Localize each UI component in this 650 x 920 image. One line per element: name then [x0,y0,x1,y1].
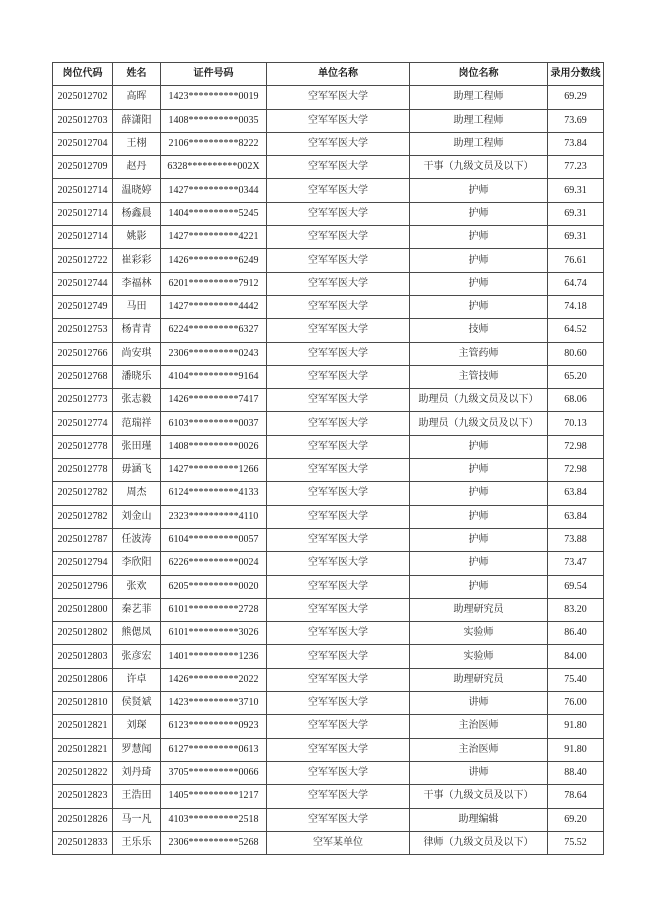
cell-id-number: 1401**********1236 [161,645,267,668]
cell-name: 杨鑫晨 [113,202,161,225]
table-row [53,528,604,551]
cell-position-code: 2025012709 [53,156,113,179]
cell-unit-name: 空军军医大学 [267,738,410,761]
cell-id-number: 1426**********7417 [161,389,267,412]
cell-position-code: 2025012826 [53,808,113,831]
cell-position-code: 2025012753 [53,319,113,342]
cell-position-title: 实验师 [410,622,548,645]
cell-position-title: 律师（九级文员及以下） [410,831,548,854]
table-row [53,552,604,575]
cell-unit-name: 空军军医大学 [267,785,410,808]
cell-position-title: 讲师 [410,692,548,715]
cell-position-title: 助理编辑 [410,808,548,831]
table-row [53,132,604,155]
table-row [53,319,604,342]
cell-id-number: 1427**********4221 [161,226,267,249]
table-row [53,272,604,295]
cell-score-line: 69.29 [548,86,604,109]
cell-position-code: 2025012782 [53,505,113,528]
cell-position-title: 主管药师 [410,342,548,365]
table-row [53,342,604,365]
cell-unit-name: 空军军医大学 [267,412,410,435]
cell-name: 范瑞祥 [113,412,161,435]
cell-score-line: 84.00 [548,645,604,668]
cell-name: 秦艺菲 [113,598,161,621]
cell-position-title: 护师 [410,482,548,505]
cell-unit-name: 空军军医大学 [267,761,410,784]
cell-score-line: 86.40 [548,622,604,645]
cell-id-number: 1404**********5245 [161,202,267,225]
cell-position-title: 助理员（九级文员及以下） [410,389,548,412]
cell-position-title: 护师 [410,459,548,482]
cell-id-number: 4103**********2518 [161,808,267,831]
cell-id-number: 1405**********1217 [161,785,267,808]
cell-score-line: 83.20 [548,598,604,621]
cell-score-line: 73.88 [548,528,604,551]
cell-unit-name: 空军军医大学 [267,715,410,738]
table-header [53,63,604,86]
cell-id-number: 6124**********4133 [161,482,267,505]
cell-unit-name: 空军军医大学 [267,598,410,621]
cell-unit-name: 空军军医大学 [267,668,410,691]
cell-id-number: 1408**********0026 [161,435,267,458]
cell-position-code: 2025012806 [53,668,113,691]
cell-score-line: 80.60 [548,342,604,365]
cell-unit-name: 空军军医大学 [267,202,410,225]
cell-position-code: 2025012800 [53,598,113,621]
cell-name: 熊偲凤 [113,622,161,645]
cell-name: 马田 [113,295,161,318]
cell-name: 杨青青 [113,319,161,342]
cell-position-code: 2025012773 [53,389,113,412]
cell-id-number: 4104**********9164 [161,365,267,388]
cell-position-code: 2025012822 [53,761,113,784]
cell-position-title: 干事（九级文员及以下） [410,156,548,179]
cell-position-code: 2025012796 [53,575,113,598]
cell-id-number: 6104**********0057 [161,528,267,551]
cell-position-code: 2025012714 [53,202,113,225]
cell-position-code: 2025012766 [53,342,113,365]
header-name: 姓名 [113,63,161,86]
cell-position-code: 2025012833 [53,831,113,854]
table-row [53,435,604,458]
cell-name: 李福林 [113,272,161,295]
table-row [53,808,604,831]
cell-position-title: 主治医师 [410,715,548,738]
cell-id-number: 6127**********0613 [161,738,267,761]
header-row [53,63,604,86]
header-id-number: 证件号码 [161,63,267,86]
table-body [53,86,604,855]
cell-unit-name: 空军军医大学 [267,528,410,551]
cell-name: 张欢 [113,575,161,598]
cell-position-code: 2025012782 [53,482,113,505]
cell-unit-name: 空军军医大学 [267,459,410,482]
table-row [53,202,604,225]
cell-score-line: 76.00 [548,692,604,715]
table-row [53,389,604,412]
table-row [53,365,604,388]
cell-unit-name: 空军军医大学 [267,272,410,295]
cell-position-title: 护师 [410,202,548,225]
cell-unit-name: 空军军医大学 [267,342,410,365]
header-unit-name: 单位名称 [267,63,410,86]
cell-score-line: 63.84 [548,482,604,505]
cell-position-title: 助理工程师 [410,86,548,109]
cell-unit-name: 空军军医大学 [267,645,410,668]
cell-score-line: 88.40 [548,761,604,784]
cell-score-line: 64.52 [548,319,604,342]
cell-position-title: 助理研究员 [410,598,548,621]
cell-position-code: 2025012778 [53,435,113,458]
cell-id-number: 2306**********5268 [161,831,267,854]
cell-name: 崔彩彩 [113,249,161,272]
cell-id-number: 1427**********4442 [161,295,267,318]
cell-position-code: 2025012794 [53,552,113,575]
cell-id-number: 1427**********1266 [161,459,267,482]
cell-id-number: 6123**********0923 [161,715,267,738]
cell-position-title: 助理工程师 [410,132,548,155]
cell-unit-name: 空军军医大学 [267,365,410,388]
cell-position-code: 2025012787 [53,528,113,551]
cell-position-title: 护师 [410,272,548,295]
cell-name: 张彦宏 [113,645,161,668]
cell-name: 张田瑾 [113,435,161,458]
cell-unit-name: 空军军医大学 [267,552,410,575]
cell-unit-name: 空军军医大学 [267,179,410,202]
cell-score-line: 72.98 [548,459,604,482]
cell-name: 毋涵飞 [113,459,161,482]
cell-position-code: 2025012810 [53,692,113,715]
cell-id-number: 6226**********0024 [161,552,267,575]
cell-position-title: 护师 [410,226,548,249]
cell-score-line: 69.31 [548,179,604,202]
cell-position-code: 2025012714 [53,179,113,202]
cell-name: 刘琛 [113,715,161,738]
cell-position-title: 护师 [410,552,548,575]
cell-position-title: 技师 [410,319,548,342]
cell-position-title: 助理员（九级文员及以下） [410,412,548,435]
table-row [53,109,604,132]
table-row [53,785,604,808]
cell-name: 张志毅 [113,389,161,412]
cell-score-line: 69.31 [548,226,604,249]
cell-name: 任波涛 [113,528,161,551]
cell-unit-name: 空军军医大学 [267,132,410,155]
cell-unit-name: 空军军医大学 [267,249,410,272]
cell-score-line: 68.06 [548,389,604,412]
cell-score-line: 76.61 [548,249,604,272]
cell-unit-name: 空军军医大学 [267,295,410,318]
cell-position-title: 干事（九级文员及以下） [410,785,548,808]
cell-id-number: 1408**********0035 [161,109,267,132]
cell-unit-name: 空军军医大学 [267,505,410,528]
cell-score-line: 73.69 [548,109,604,132]
cell-position-title: 护师 [410,249,548,272]
table-row [53,505,604,528]
cell-position-title: 护师 [410,528,548,551]
cell-score-line: 77.23 [548,156,604,179]
table-row [53,645,604,668]
cell-name: 许卓 [113,668,161,691]
cell-score-line: 75.40 [548,668,604,691]
cell-position-title: 讲师 [410,761,548,784]
cell-position-code: 2025012749 [53,295,113,318]
cell-name: 刘金山 [113,505,161,528]
cell-position-title: 护师 [410,435,548,458]
cell-id-number: 1423**********3710 [161,692,267,715]
admission-score-table [52,62,604,855]
table-row [53,179,604,202]
cell-id-number: 1427**********0344 [161,179,267,202]
cell-position-code: 2025012823 [53,785,113,808]
cell-score-line: 63.84 [548,505,604,528]
cell-position-title: 护师 [410,179,548,202]
cell-name: 刘丹琦 [113,761,161,784]
cell-unit-name: 空军军医大学 [267,435,410,458]
cell-position-title: 护师 [410,295,548,318]
cell-name: 王浩田 [113,785,161,808]
table-row [53,668,604,691]
cell-name: 温晓婷 [113,179,161,202]
header-position-code: 岗位代码 [53,63,113,86]
cell-score-line: 69.54 [548,575,604,598]
cell-unit-name: 空军军医大学 [267,692,410,715]
cell-id-number: 1426**********2022 [161,668,267,691]
cell-unit-name: 空军军医大学 [267,575,410,598]
cell-position-title: 护师 [410,575,548,598]
cell-score-line: 69.31 [548,202,604,225]
cell-position-code: 2025012774 [53,412,113,435]
cell-name: 赵丹 [113,156,161,179]
cell-id-number: 2106**********8222 [161,132,267,155]
cell-position-title: 实验师 [410,645,548,668]
table-row [53,156,604,179]
cell-unit-name: 空军军医大学 [267,226,410,249]
cell-score-line: 73.84 [548,132,604,155]
cell-name: 姚影 [113,226,161,249]
cell-position-code: 2025012803 [53,645,113,668]
cell-score-line: 78.64 [548,785,604,808]
table-row [53,761,604,784]
cell-name: 马一凡 [113,808,161,831]
cell-name: 周杰 [113,482,161,505]
cell-score-line: 91.80 [548,738,604,761]
cell-name: 王乐乐 [113,831,161,854]
cell-id-number: 6101**********2728 [161,598,267,621]
cell-id-number: 6224**********6327 [161,319,267,342]
cell-score-line: 72.98 [548,435,604,458]
cell-unit-name: 空军军医大学 [267,389,410,412]
header-score-line: 录用分数线 [548,63,604,86]
cell-name: 尚安琪 [113,342,161,365]
cell-position-title: 护师 [410,505,548,528]
cell-score-line: 74.18 [548,295,604,318]
cell-position-code: 2025012802 [53,622,113,645]
table-row [53,575,604,598]
table-row [53,412,604,435]
table-row [53,459,604,482]
cell-unit-name: 空军军医大学 [267,86,410,109]
cell-id-number: 6101**********3026 [161,622,267,645]
cell-unit-name: 空军某单位 [267,831,410,854]
cell-name: 薛潇阳 [113,109,161,132]
cell-unit-name: 空军军医大学 [267,156,410,179]
cell-id-number: 6103**********0037 [161,412,267,435]
cell-position-code: 2025012778 [53,459,113,482]
cell-score-line: 69.20 [548,808,604,831]
cell-score-line: 65.20 [548,365,604,388]
cell-id-number: 6328**********002X [161,156,267,179]
table-row [53,738,604,761]
cell-score-line: 73.47 [548,552,604,575]
table-row [53,598,604,621]
cell-id-number: 3705**********0066 [161,761,267,784]
table-row [53,715,604,738]
cell-name: 侯贤斌 [113,692,161,715]
cell-position-code: 2025012703 [53,109,113,132]
cell-position-title: 主管技师 [410,365,548,388]
cell-position-code: 2025012744 [53,272,113,295]
table-row [53,295,604,318]
table-row [53,692,604,715]
table-row [53,622,604,645]
cell-unit-name: 空军军医大学 [267,319,410,342]
cell-position-code: 2025012722 [53,249,113,272]
cell-id-number: 6205**********0020 [161,575,267,598]
header-position-title: 岗位名称 [410,63,548,86]
cell-id-number: 6201**********7912 [161,272,267,295]
cell-unit-name: 空军军医大学 [267,109,410,132]
cell-unit-name: 空军军医大学 [267,808,410,831]
table-row [53,482,604,505]
table-row [53,831,604,854]
cell-score-line: 64.74 [548,272,604,295]
cell-position-title: 助理工程师 [410,109,548,132]
cell-position-code: 2025012702 [53,86,113,109]
cell-position-code: 2025012821 [53,715,113,738]
cell-name: 罗慧闻 [113,738,161,761]
cell-unit-name: 空军军医大学 [267,622,410,645]
cell-unit-name: 空军军医大学 [267,482,410,505]
cell-position-code: 2025012714 [53,226,113,249]
cell-score-line: 70.13 [548,412,604,435]
cell-name: 王栩 [113,132,161,155]
cell-score-line: 75.52 [548,831,604,854]
cell-score-line: 91.80 [548,715,604,738]
cell-position-title: 助理研究员 [410,668,548,691]
cell-id-number: 1423**********0019 [161,86,267,109]
table-row [53,249,604,272]
cell-name: 潘晓乐 [113,365,161,388]
table-row [53,226,604,249]
cell-id-number: 2323**********4110 [161,505,267,528]
table-row [53,86,604,109]
cell-position-title: 主治医师 [410,738,548,761]
cell-name: 李欣阳 [113,552,161,575]
cell-id-number: 1426**********6249 [161,249,267,272]
cell-position-code: 2025012704 [53,132,113,155]
cell-position-code: 2025012821 [53,738,113,761]
cell-id-number: 2306**********0243 [161,342,267,365]
cell-position-code: 2025012768 [53,365,113,388]
cell-name: 高晖 [113,86,161,109]
